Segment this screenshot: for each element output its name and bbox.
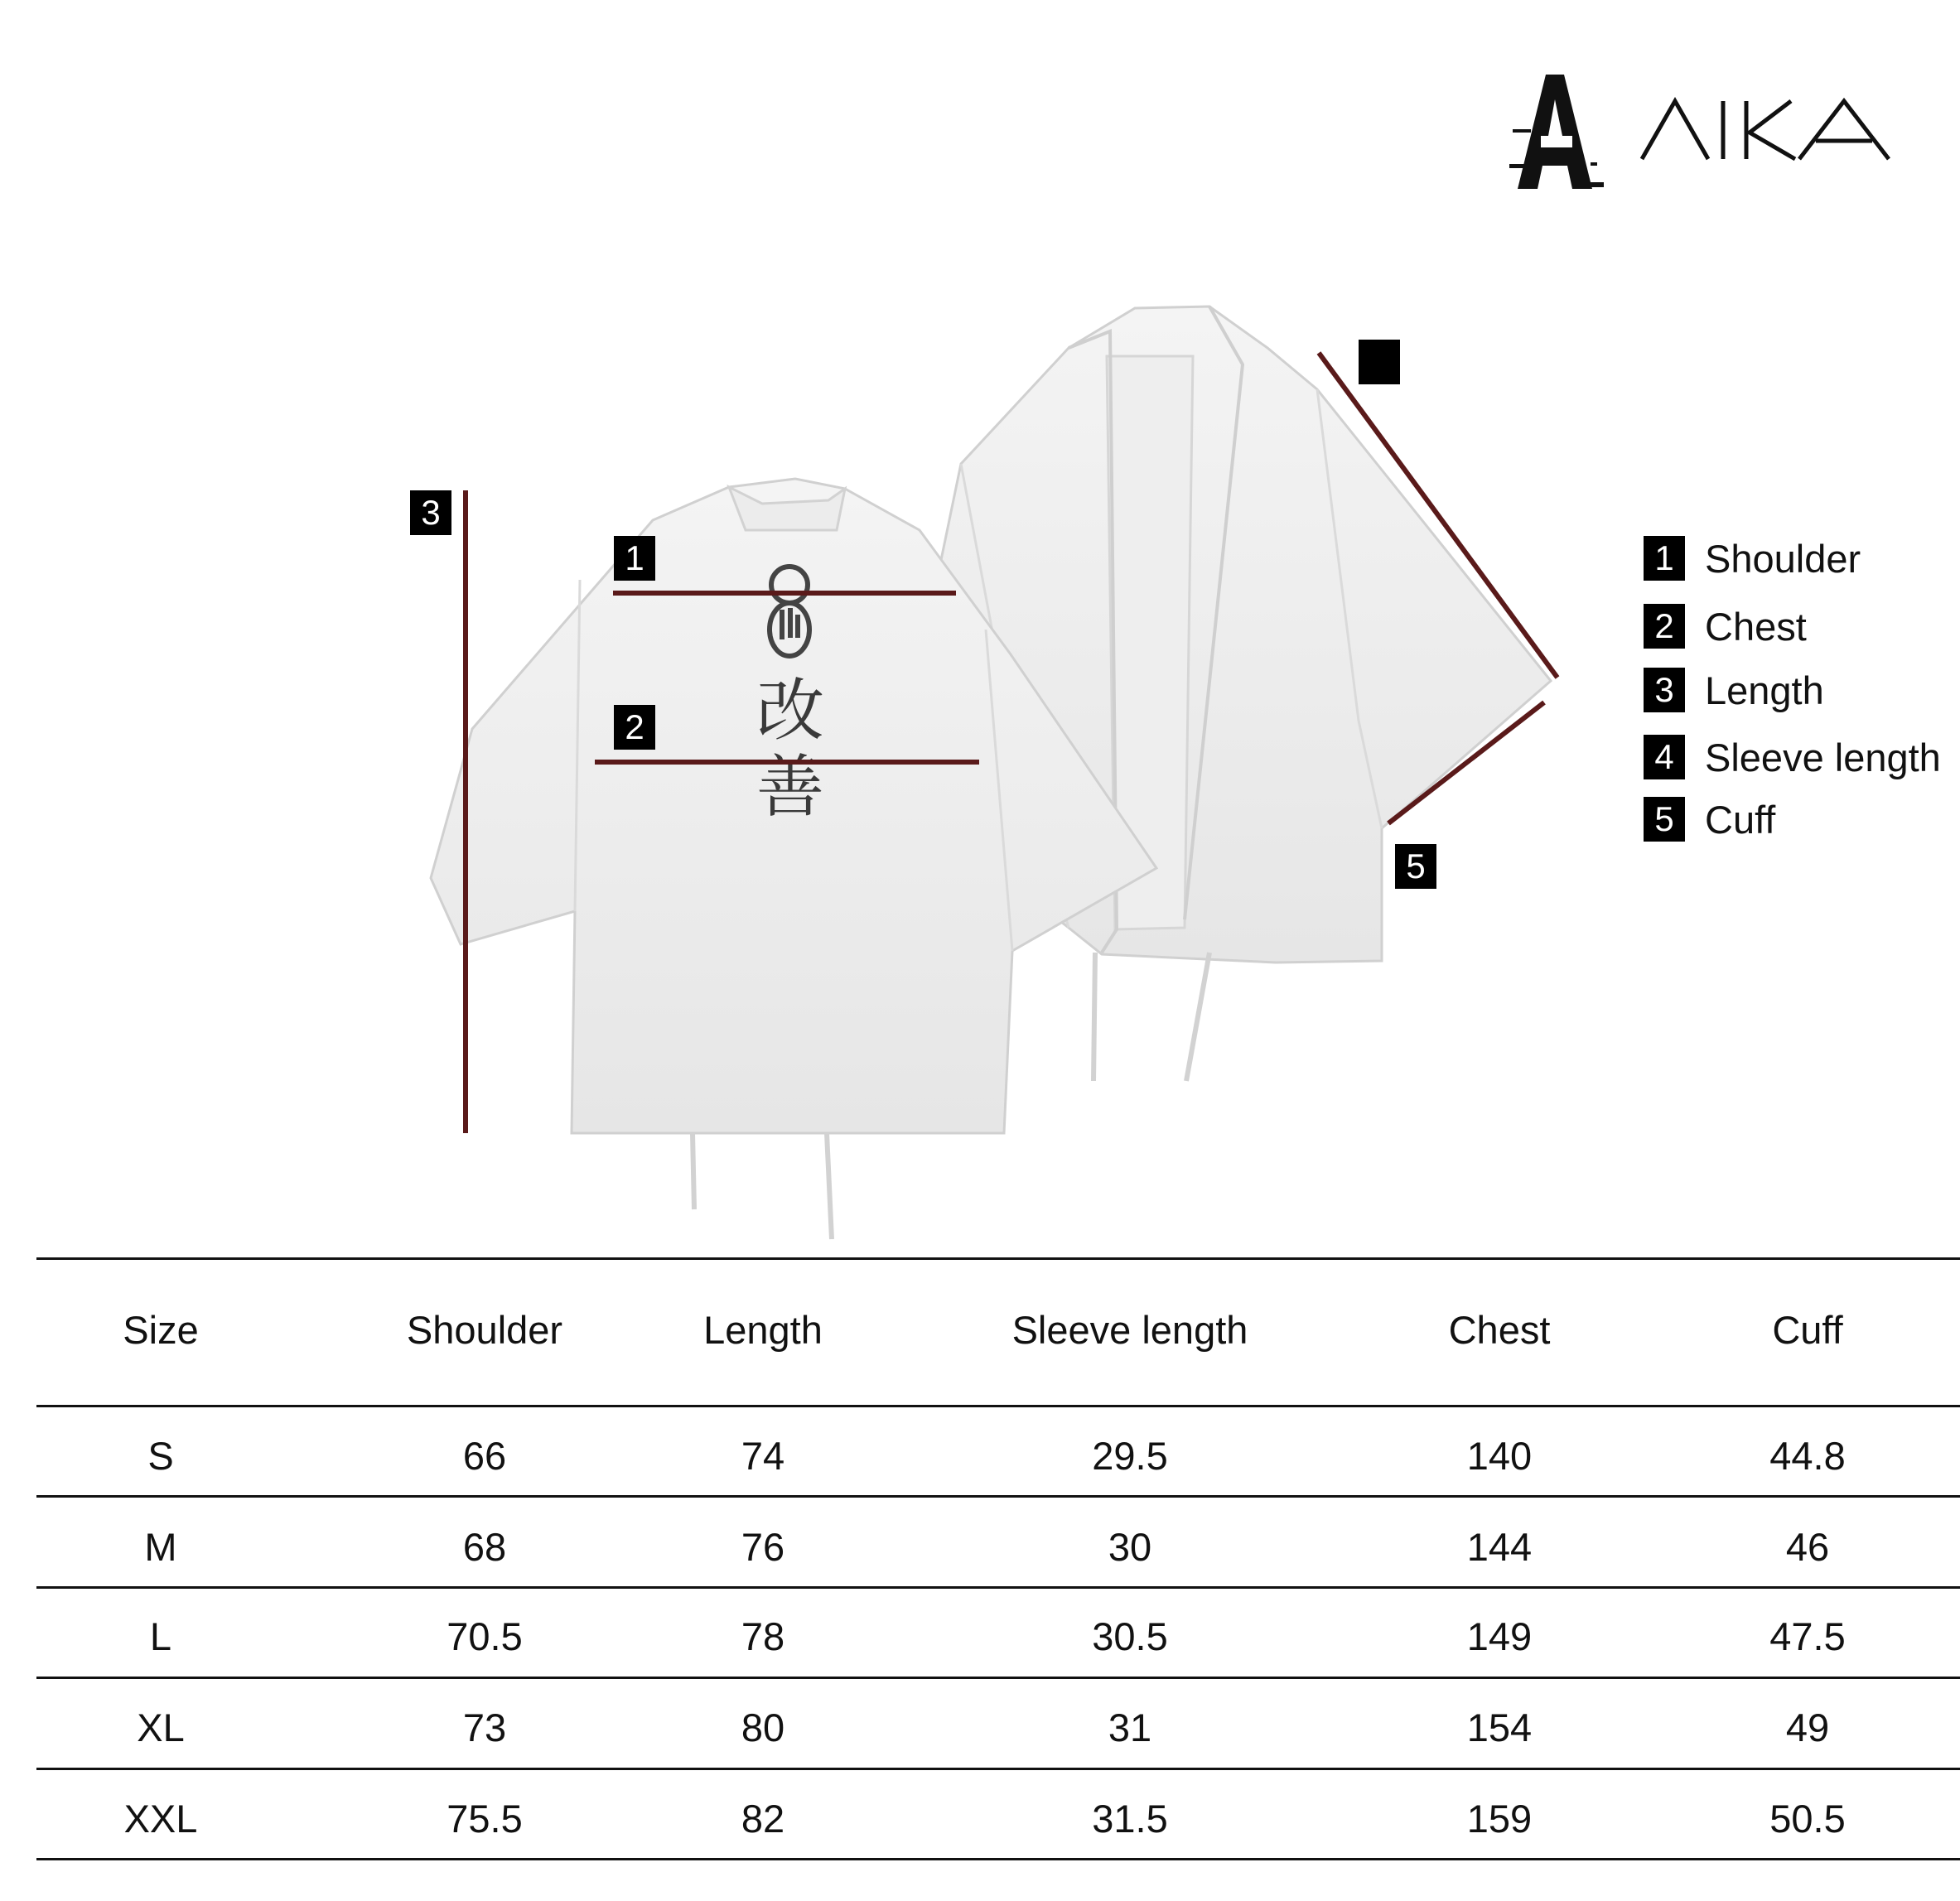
table-header-cell: Shoulder	[406, 1308, 563, 1352]
table-header-cell: Sleeve length	[1011, 1308, 1248, 1352]
legend-num: 1	[1644, 536, 1685, 581]
legend-num: 5	[1644, 797, 1685, 842]
marker-sleeve	[1359, 340, 1400, 384]
table-cell: 49	[1785, 1706, 1830, 1749]
table-size-label: XL	[137, 1706, 185, 1749]
table-header-cell: Cuff	[1772, 1308, 1843, 1352]
table-header-cell: Length	[703, 1308, 823, 1352]
legend-item-cuff	[1644, 794, 1775, 844]
legend-item-length	[1644, 665, 1824, 715]
table-cell: 73	[462, 1706, 507, 1749]
table-cell: 76	[741, 1525, 785, 1569]
marker-chest: 2	[614, 705, 655, 750]
table-rule	[36, 1768, 1960, 1770]
back-print-char-2: 善	[756, 748, 825, 827]
table-size-label: M	[144, 1525, 177, 1569]
table-cell: 68	[462, 1525, 507, 1569]
marker-length: 3	[410, 490, 451, 535]
table-cell: 75.5	[447, 1797, 523, 1841]
marker-cuff: 5	[1395, 844, 1436, 889]
table-rule	[36, 1586, 1960, 1589]
legend-label: Cuff	[1705, 797, 1776, 842]
table-cell: 159	[1466, 1797, 1533, 1841]
table-rule	[36, 1405, 1960, 1407]
table-rule	[36, 1495, 1960, 1498]
legend-label: Chest	[1705, 604, 1807, 649]
table-rule	[36, 1858, 1960, 1860]
table-cell: 29.5	[1092, 1434, 1168, 1478]
legend-label: Sleeve length	[1705, 735, 1941, 779]
legend-num: 2	[1644, 604, 1685, 649]
back-print-char-1: 改	[756, 672, 825, 750]
table-size-label: S	[147, 1434, 174, 1478]
table-cell: 31.5	[1092, 1797, 1168, 1841]
table-header-cell: Size	[123, 1308, 199, 1352]
table-cell: 80	[741, 1706, 785, 1749]
table-cell: 31	[1108, 1706, 1152, 1749]
legend-num: 4	[1644, 735, 1685, 779]
table-cell: 78	[741, 1614, 785, 1658]
table-cell: 50.5	[1769, 1797, 1846, 1841]
table-cell: 154	[1466, 1706, 1533, 1749]
table-cell: 44.8	[1769, 1434, 1846, 1478]
legend-item-sleeve-length	[1644, 732, 1941, 782]
table-cell: 149	[1466, 1614, 1533, 1658]
table-rule	[36, 1257, 1960, 1260]
table-cell: 66	[462, 1434, 507, 1478]
table-size-label: L	[149, 1614, 172, 1658]
marker-shoulder: 1	[614, 536, 655, 581]
table-cell: 140	[1466, 1434, 1533, 1478]
table-cell: 70.5	[447, 1614, 523, 1658]
table-cell: 30.5	[1092, 1614, 1168, 1658]
legend-num: 3	[1644, 668, 1685, 712]
table-header-cell: Chest	[1448, 1308, 1551, 1352]
table-cell: 47.5	[1769, 1614, 1846, 1658]
table-cell: 82	[741, 1797, 785, 1841]
legend-label: Shoulder	[1705, 536, 1861, 581]
legend-item-chest	[1644, 601, 1807, 651]
table-rule	[36, 1677, 1960, 1679]
table-cell: 144	[1466, 1525, 1533, 1569]
legend-label: Length	[1705, 668, 1824, 712]
table-cell: 30	[1108, 1525, 1152, 1569]
table-cell: 46	[1785, 1525, 1830, 1569]
table-cell: 74	[741, 1434, 785, 1478]
table-size-label: XXL	[123, 1797, 198, 1841]
legend-item-shoulder	[1644, 533, 1861, 583]
